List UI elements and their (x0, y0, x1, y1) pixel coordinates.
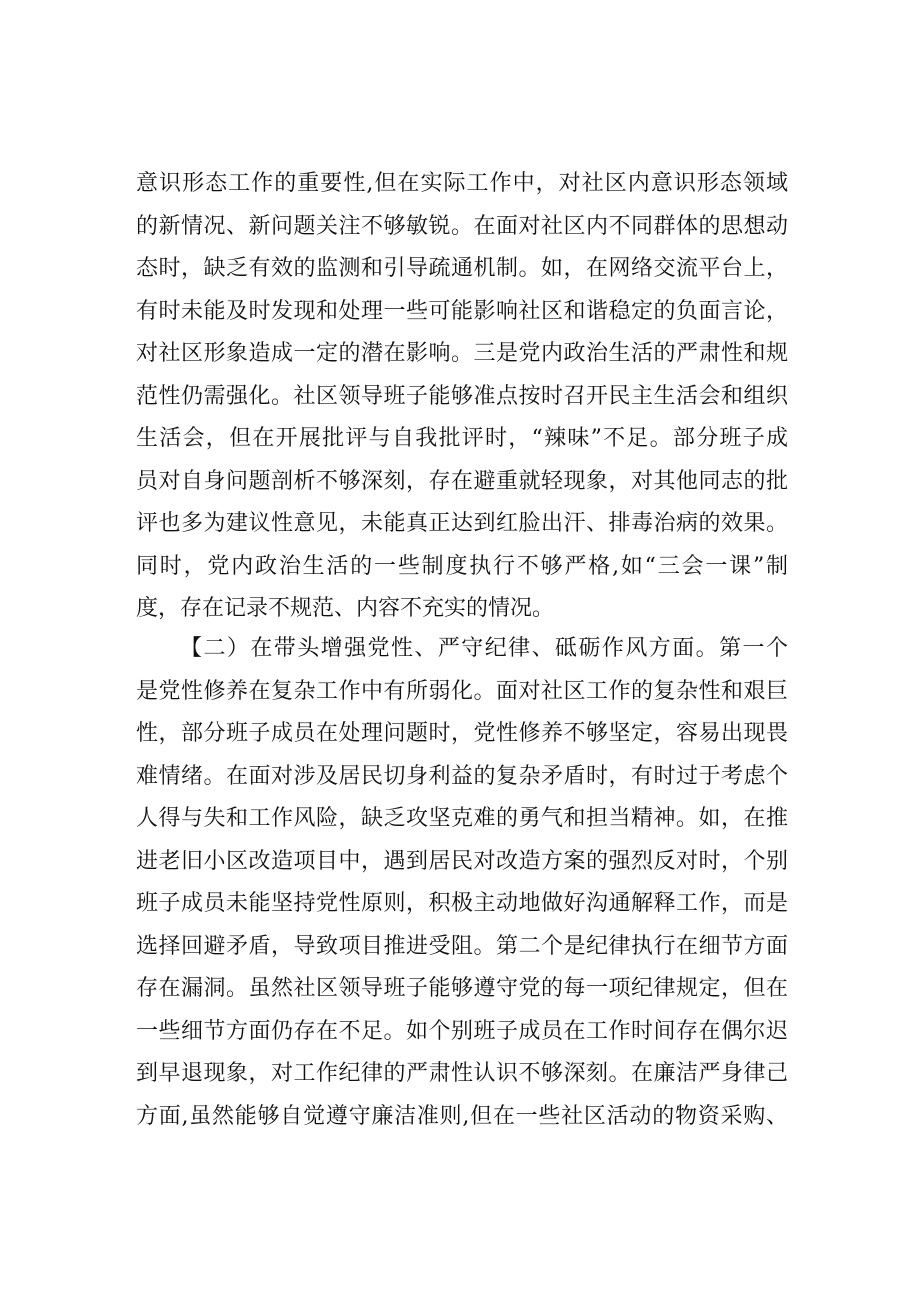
paragraph-line: 选择回避矛盾，导致项目推进受阻。第二个是纪律执行在细节方面 (136, 933, 788, 959)
paragraph-line: 性，部分班子成员在处理问题时，党性修养不够坚定，容易出现畏 (136, 721, 788, 746)
paragraph-line: 班子成员未能坚持党性原则，积极主动地做好沟通解释工作，而是 (136, 891, 788, 916)
paragraph-line: 评也多为建议性意见，未能真正达到红脸出汗、排毒治病的效果。 (136, 511, 788, 536)
paragraph-line: 人得与失和工作风险，缺乏攻坚克难的勇气和担当精神。如，在推 (136, 806, 788, 831)
paragraph-line: 员对自身问题剖析不够深刻，存在避重就轻现象，对其他同志的批 (136, 468, 788, 494)
paragraph-line: 到早退现象，对工作纪律的严肃性认识不够深刻。在廉洁严身律己 (136, 1061, 788, 1086)
paragraph-line: 对社区形象造成一定的潜在影响。三是党内政治生活的严肃性和规 (136, 341, 788, 366)
paragraph-line: 度，存在记录不规范、内容不充实的情况。 (136, 596, 555, 621)
paragraph-line: 有时未能及时发现和处理一些可能影响社区和谐稳定的负面言论， (136, 298, 788, 324)
paragraph-line: 一些细节方面仍存在不足。如个别班子成员在工作时间存在偶尔迟 (136, 1018, 788, 1044)
paragraph-line: 态时，缺乏有效的监测和引导疏通机制。如，在网络交流平台上， (136, 256, 788, 281)
paragraph-line: 方面,虽然能够自觉遵守廉洁准则,但在一些社区活动的物资采购、 (136, 1103, 788, 1129)
paragraph-line: 意识形态工作的重要性,但在实际工作中，对社区内意识形态领域 (136, 171, 788, 196)
paragraph-line: 的新情况、新问题关注不够敏锐。在面对社区内不同群体的思想动 (136, 213, 788, 239)
paragraph-line: 同时，党内政治生活的一些制度执行不够严格,如“三会一课”制 (136, 553, 788, 579)
paragraph-line: 生活会，但在开展批评与自我批评时，“辣味”不足。部分班子成 (136, 426, 788, 451)
paragraph-line: 是党性修养在复杂工作中有所弱化。面对社区工作的复杂性和艰巨 (136, 678, 788, 704)
paragraph-line: 【二）在带头增强党性、严守纪律、砥砺作风方面。第一个 (180, 636, 788, 661)
paragraph-line: 难情绪。在面对涉及居民切身利益的复杂矛盾时，有时过于考虑个 (136, 763, 788, 789)
paragraph-1 (136, 163, 788, 631)
paragraph-line: 存在漏洞。虽然社区领导班子能够遵守党的每一项纪律规定，但在 (136, 976, 788, 1001)
paragraph-line: 范性仍需强化。社区领导班子能够准点按时召开民主生活会和组织 (136, 383, 788, 409)
paragraph-line: 进老旧小区改造项目中，遇到居民对改造方案的强烈反对时，个别 (136, 848, 788, 874)
paragraph-2 (136, 628, 788, 1138)
